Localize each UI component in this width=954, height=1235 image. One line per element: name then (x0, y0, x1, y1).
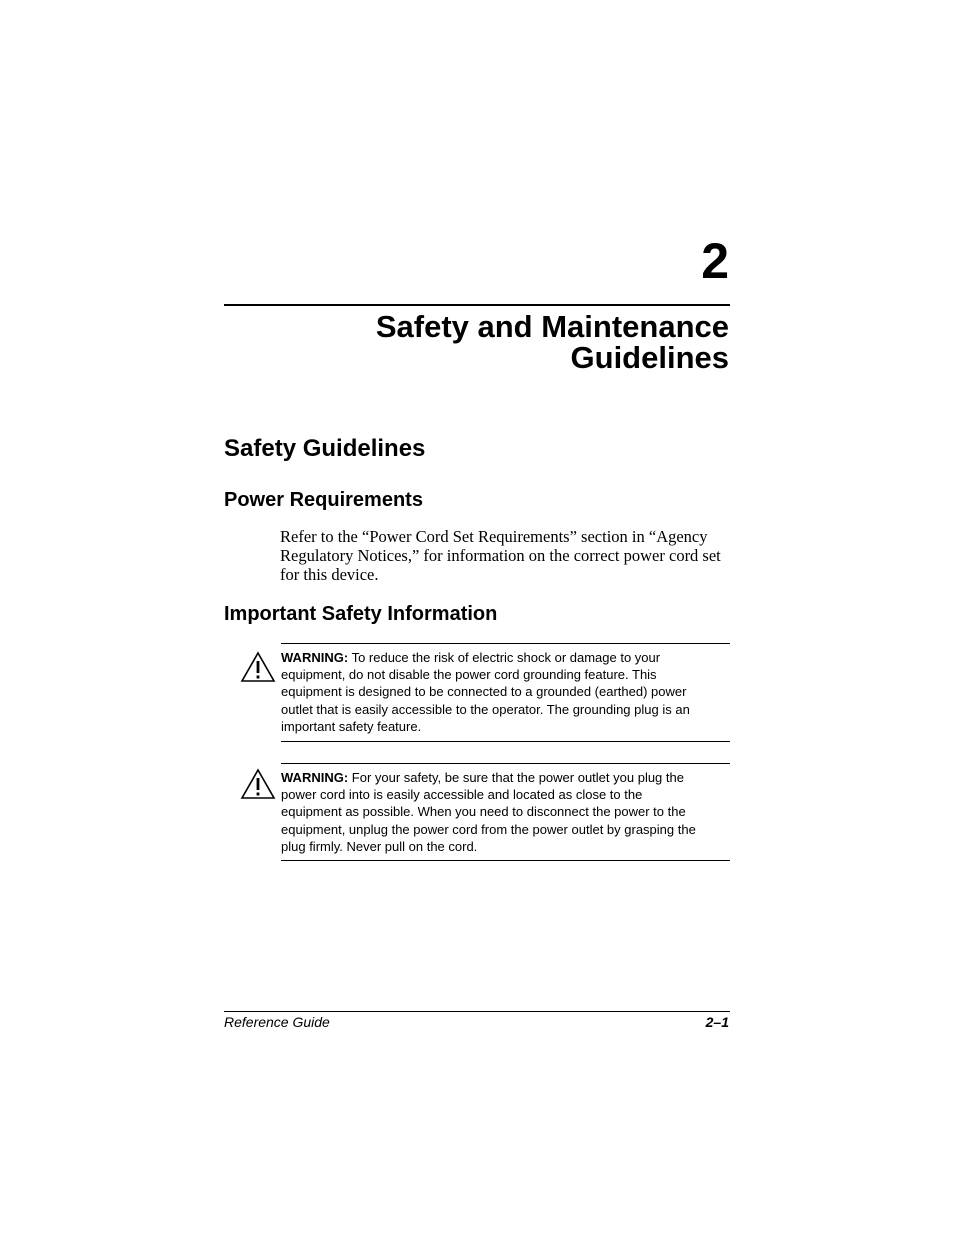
warning-triangle-icon (240, 768, 276, 800)
warning-triangle-icon (240, 651, 276, 683)
warning-text (281, 769, 701, 855)
subsection-heading-power-requirements: Power Requirements (224, 489, 423, 511)
warning-message: To reduce the risk of electric shock or damage to your equipment, do not disable the power cord grounding feature. This equipment is designed to be connected to a grounded (earthed) power outlet that is easily accessible to the operator. The grounding plug is an important safety feature. (281, 650, 690, 734)
warning-text (281, 649, 701, 735)
warning-label: WARNING: (281, 650, 349, 665)
warning-box-1 (240, 643, 730, 744)
section-heading-safety-guidelines: Safety Guidelines (224, 435, 426, 462)
chapter-title-line-2: Guidelines (570, 340, 729, 375)
warning-rule-top (281, 643, 730, 644)
warning-rule-bottom (281, 860, 730, 861)
warning-rule-bottom (281, 741, 730, 742)
warning-label: WARNING: (281, 770, 349, 785)
chapter-divider (224, 304, 730, 306)
footer-divider (224, 1011, 730, 1012)
warning-rule-top (281, 763, 730, 764)
power-requirements-paragraph: Refer to the “Power Cord Set Requirements” section in “Agency Regulatory Notices,” for information on the correct power cord set for this device. (280, 527, 721, 584)
chapter-number: 2 (701, 233, 729, 289)
chapter-title-line-1: Safety and Maintenance (375, 309, 729, 344)
subsection-heading-important-safety: Important Safety Information (224, 603, 498, 625)
chapter-title (223, 311, 729, 373)
warning-message: For your safety, be sure that the power outlet you plug the power cord into is easily accessible and located as close to the equipment as possible. When you need to disconnect the power to the equipment, unplug the power cord from the power outlet by grasping the plug firmly. Never pull on the cord. (281, 770, 696, 854)
footer-document-title: Reference Guide (224, 1014, 330, 1030)
footer-page-number: 2–1 (705, 1014, 729, 1030)
warning-box-2 (240, 763, 730, 864)
